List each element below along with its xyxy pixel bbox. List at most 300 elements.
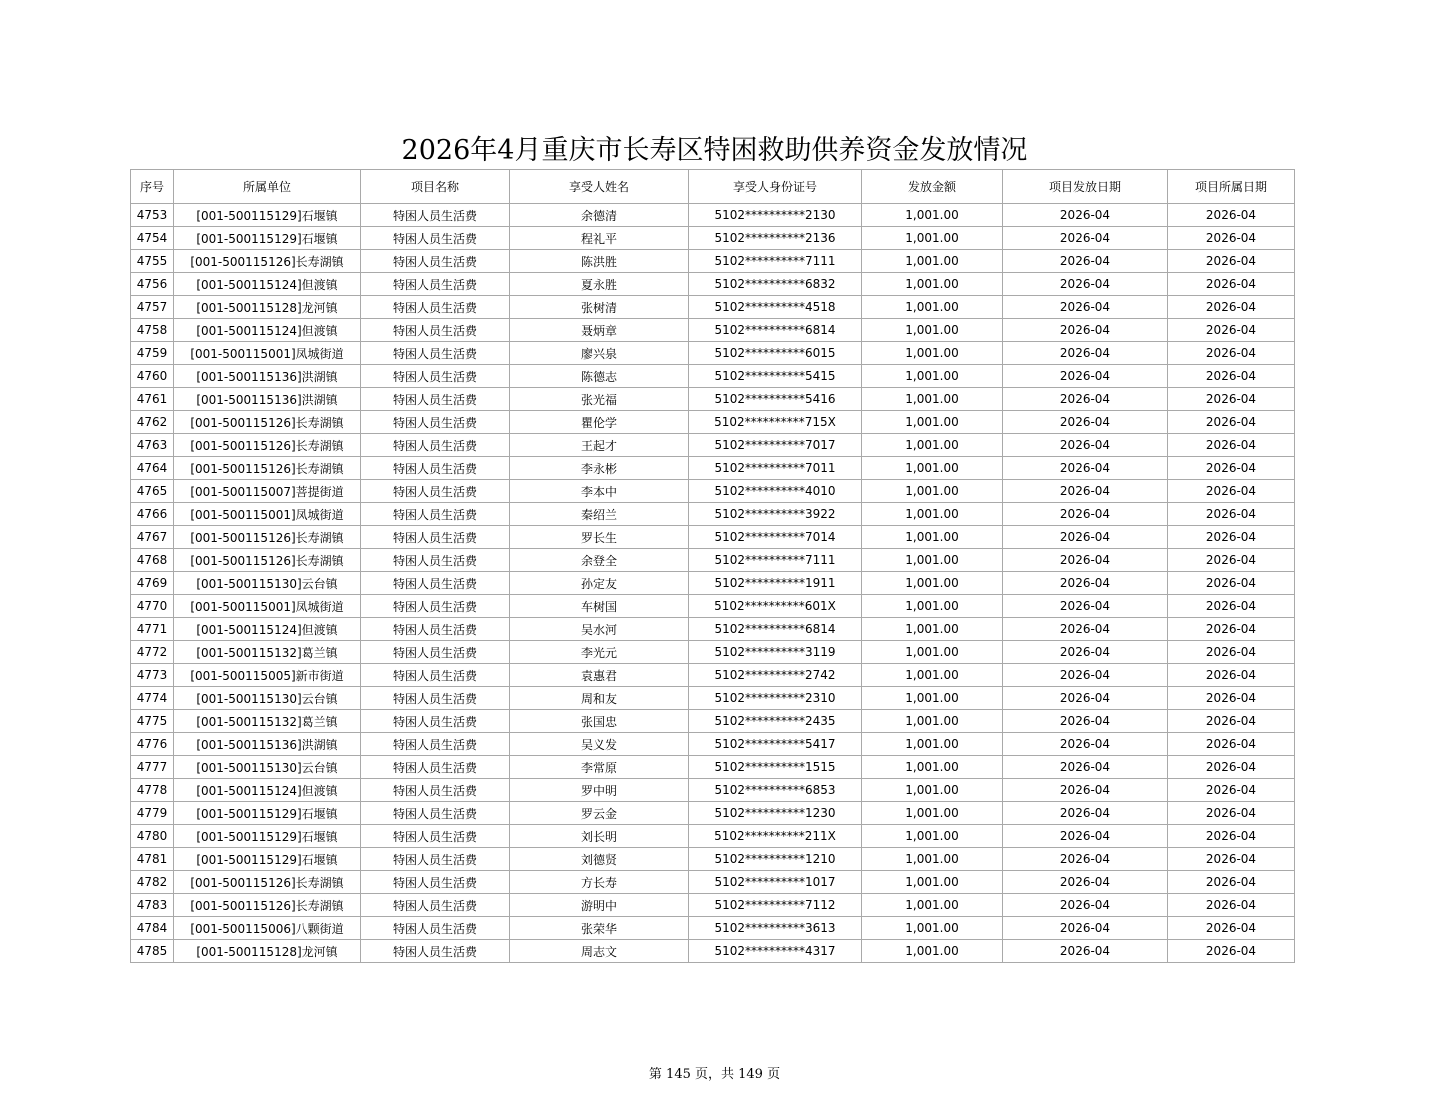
table-cell: 1,001.00 [862, 503, 1003, 526]
table-cell: [001-500115126]长寿湖镇 [174, 526, 361, 549]
table-cell: 5102**********211X [689, 825, 862, 848]
table-cell: 5102**********7017 [689, 434, 862, 457]
table-cell: 2026-04 [1003, 388, 1168, 411]
table-cell: 2026-04 [1003, 204, 1168, 227]
table-cell: 李本中 [510, 480, 689, 503]
table-cell: 特困人员生活费 [361, 825, 510, 848]
table-cell: 5102**********601X [689, 595, 862, 618]
column-header: 序号 [131, 170, 174, 204]
table-cell: 1,001.00 [862, 871, 1003, 894]
table-cell: 4780 [131, 825, 174, 848]
table-cell: 1,001.00 [862, 641, 1003, 664]
table-cell: [001-500115136]洪湖镇 [174, 733, 361, 756]
table-cell: 4764 [131, 457, 174, 480]
table-cell: 1,001.00 [862, 388, 1003, 411]
table-cell: 秦绍兰 [510, 503, 689, 526]
table-cell: 2026-04 [1168, 618, 1295, 641]
table-cell: 吴义发 [510, 733, 689, 756]
table-cell: 1,001.00 [862, 273, 1003, 296]
table-row [131, 296, 1295, 319]
table-cell: 刘德贤 [510, 848, 689, 871]
table-cell: [001-500115130]云台镇 [174, 687, 361, 710]
table-cell: 2026-04 [1168, 687, 1295, 710]
table-cell: 4785 [131, 940, 174, 963]
table-cell: 2026-04 [1168, 848, 1295, 871]
table-cell: [001-500115124]但渡镇 [174, 319, 361, 342]
table-cell: 张光福 [510, 388, 689, 411]
table-cell: 2026-04 [1168, 526, 1295, 549]
table-cell: 2026-04 [1168, 503, 1295, 526]
table-cell: 1,001.00 [862, 227, 1003, 250]
table-cell: 2026-04 [1003, 503, 1168, 526]
table-cell: 2026-04 [1168, 917, 1295, 940]
table-cell: [001-500115130]云台镇 [174, 756, 361, 779]
table-cell: 5102**********6015 [689, 342, 862, 365]
table-cell: 2026-04 [1168, 204, 1295, 227]
table-row [131, 595, 1295, 618]
table-cell: 1,001.00 [862, 733, 1003, 756]
table-row [131, 503, 1295, 526]
table-cell: 2026-04 [1003, 526, 1168, 549]
table-cell: 2026-04 [1003, 733, 1168, 756]
table-cell: [001-500115124]但渡镇 [174, 273, 361, 296]
payment-table [130, 169, 1295, 963]
table-row [131, 526, 1295, 549]
table-cell: 2026-04 [1168, 894, 1295, 917]
table-cell: 4783 [131, 894, 174, 917]
table-cell: [001-500115129]石堰镇 [174, 802, 361, 825]
table-cell: 李常原 [510, 756, 689, 779]
table-cell: 5102**********2310 [689, 687, 862, 710]
table-cell: 4778 [131, 779, 174, 802]
table-row [131, 664, 1295, 687]
table-cell: 特困人员生活费 [361, 365, 510, 388]
table-cell: 2026-04 [1003, 894, 1168, 917]
table-row [131, 871, 1295, 894]
table-cell: [001-500115126]长寿湖镇 [174, 871, 361, 894]
table-cell: 特困人员生活费 [361, 779, 510, 802]
table-cell: 4771 [131, 618, 174, 641]
table-cell: 特困人员生活费 [361, 227, 510, 250]
table-cell: 2026-04 [1168, 825, 1295, 848]
table-cell: 4772 [131, 641, 174, 664]
table-row [131, 641, 1295, 664]
table-cell: 特困人员生活费 [361, 296, 510, 319]
table-cell: [001-500115128]龙河镇 [174, 940, 361, 963]
document-title: 2026年4月重庆市长寿区特困救助供养资金发放情况 [401, 135, 1028, 166]
table-cell: [001-500115128]龙河镇 [174, 296, 361, 319]
table-cell: 2026-04 [1168, 779, 1295, 802]
table-cell: 5102**********1210 [689, 848, 862, 871]
table-cell: 5102**********4518 [689, 296, 862, 319]
table-cell: [001-500115005]新市街道 [174, 664, 361, 687]
table-cell: [001-500115124]但渡镇 [174, 618, 361, 641]
column-header: 项目发放日期 [1003, 170, 1168, 204]
table-row [131, 618, 1295, 641]
table-cell: [001-500115126]长寿湖镇 [174, 894, 361, 917]
table-cell: 特困人员生活费 [361, 940, 510, 963]
table-cell: 2026-04 [1168, 871, 1295, 894]
table-cell: 5102**********715X [689, 411, 862, 434]
table-row [131, 848, 1295, 871]
table-cell: 特困人员生活费 [361, 549, 510, 572]
table-cell: 1,001.00 [862, 618, 1003, 641]
table-cell: 特困人员生活费 [361, 802, 510, 825]
table-cell: 4770 [131, 595, 174, 618]
table-cell: 2026-04 [1168, 319, 1295, 342]
table-cell: 5102**********7111 [689, 250, 862, 273]
table-cell: 2026-04 [1168, 756, 1295, 779]
table-body [131, 204, 1295, 963]
table-cell: 5102**********1230 [689, 802, 862, 825]
table-cell: 1,001.00 [862, 710, 1003, 733]
table-cell: 2026-04 [1003, 572, 1168, 595]
table-cell: 4753 [131, 204, 174, 227]
table-cell: 特困人员生活费 [361, 273, 510, 296]
table-cell: 2026-04 [1003, 342, 1168, 365]
table-cell: 张树清 [510, 296, 689, 319]
table-cell: 张国忠 [510, 710, 689, 733]
table-cell: 1,001.00 [862, 434, 1003, 457]
table-cell: 刘长明 [510, 825, 689, 848]
table-cell: 5102**********6832 [689, 273, 862, 296]
table-cell: 1,001.00 [862, 825, 1003, 848]
table-cell: [001-500115136]洪湖镇 [174, 365, 361, 388]
table-cell: 4779 [131, 802, 174, 825]
table-cell: 2026-04 [1168, 940, 1295, 963]
table-cell: 夏永胜 [510, 273, 689, 296]
table-cell: 李光元 [510, 641, 689, 664]
table-cell: 5102**********2136 [689, 227, 862, 250]
table-cell: 特困人员生活费 [361, 756, 510, 779]
table-row [131, 457, 1295, 480]
table-cell: 1,001.00 [862, 572, 1003, 595]
table-row [131, 894, 1295, 917]
table-cell: 陈德志 [510, 365, 689, 388]
table-cell: 特困人员生活费 [361, 250, 510, 273]
table-cell: 4756 [131, 273, 174, 296]
table-cell: 4774 [131, 687, 174, 710]
table-cell: 特困人员生活费 [361, 457, 510, 480]
table-cell: 1,001.00 [862, 756, 1003, 779]
table-row [131, 227, 1295, 250]
table-cell: 5102**********4317 [689, 940, 862, 963]
table-cell: 2026-04 [1168, 595, 1295, 618]
table-cell: 4761 [131, 388, 174, 411]
table-cell: 1,001.00 [862, 940, 1003, 963]
table-cell: 2026-04 [1003, 710, 1168, 733]
table-cell: 2026-04 [1003, 319, 1168, 342]
table-cell: 5102**********5415 [689, 365, 862, 388]
table-cell: 特困人员生活费 [361, 342, 510, 365]
table-cell: 4776 [131, 733, 174, 756]
column-header: 项目名称 [361, 170, 510, 204]
table-cell: 5102**********3119 [689, 641, 862, 664]
table-cell: 4757 [131, 296, 174, 319]
table-row [131, 250, 1295, 273]
table-cell: 1,001.00 [862, 480, 1003, 503]
table-cell: 特困人员生活费 [361, 618, 510, 641]
table-cell: 王起才 [510, 434, 689, 457]
table-cell: 2026-04 [1168, 457, 1295, 480]
table-cell: 2026-04 [1168, 273, 1295, 296]
table-row [131, 710, 1295, 733]
table-row [131, 687, 1295, 710]
table-cell: 5102**********2435 [689, 710, 862, 733]
table-cell: 特困人员生活费 [361, 595, 510, 618]
table-cell: 特困人员生活费 [361, 434, 510, 457]
table-cell: 4759 [131, 342, 174, 365]
table-cell: 2026-04 [1003, 273, 1168, 296]
table-row [131, 342, 1295, 365]
table-cell: 1,001.00 [862, 342, 1003, 365]
table-row [131, 388, 1295, 411]
table-cell: 1,001.00 [862, 894, 1003, 917]
table-cell: 4775 [131, 710, 174, 733]
table-cell: 5102**********2130 [689, 204, 862, 227]
table-cell: 特困人员生活费 [361, 710, 510, 733]
table-cell: 特困人员生活费 [361, 687, 510, 710]
table-cell: [001-500115001]凤城街道 [174, 595, 361, 618]
table-cell: 1,001.00 [862, 802, 1003, 825]
table-cell: 2026-04 [1003, 296, 1168, 319]
table-cell: 2026-04 [1003, 779, 1168, 802]
table-cell: 罗长生 [510, 526, 689, 549]
table-cell: 1,001.00 [862, 779, 1003, 802]
table-cell: 游明中 [510, 894, 689, 917]
table-cell: 4755 [131, 250, 174, 273]
table-cell: [001-500115001]凤城街道 [174, 342, 361, 365]
table-cell: 2026-04 [1003, 618, 1168, 641]
table-cell: [001-500115129]石堰镇 [174, 227, 361, 250]
table-cell: 4758 [131, 319, 174, 342]
table-cell: 5102**********6814 [689, 618, 862, 641]
table-cell: [001-500115130]云台镇 [174, 572, 361, 595]
table-cell: [001-500115124]但渡镇 [174, 779, 361, 802]
table-row [131, 480, 1295, 503]
table-cell: 袁惠君 [510, 664, 689, 687]
table-cell: 车树国 [510, 595, 689, 618]
table-cell: 4777 [131, 756, 174, 779]
table-row [131, 273, 1295, 296]
table-cell: 5102**********7111 [689, 549, 862, 572]
table-cell: 4781 [131, 848, 174, 871]
table-cell: 4782 [131, 871, 174, 894]
table-cell: 2026-04 [1003, 825, 1168, 848]
table-cell: 4768 [131, 549, 174, 572]
table-cell: 2026-04 [1168, 365, 1295, 388]
table-header-row [131, 170, 1295, 204]
table-cell: 2026-04 [1003, 641, 1168, 664]
table-cell: 吴水河 [510, 618, 689, 641]
table-cell: 特困人员生活费 [361, 503, 510, 526]
table-cell: 5102**********3922 [689, 503, 862, 526]
table-cell: 周志文 [510, 940, 689, 963]
table-cell: [001-500115129]石堰镇 [174, 204, 361, 227]
table-cell: [001-500115006]八颗街道 [174, 917, 361, 940]
column-header: 所属单位 [174, 170, 361, 204]
table-cell: [001-500115136]洪湖镇 [174, 388, 361, 411]
table-cell: 1,001.00 [862, 549, 1003, 572]
table-cell: 2026-04 [1003, 549, 1168, 572]
table-cell: 2026-04 [1168, 411, 1295, 434]
table-cell: 5102**********5416 [689, 388, 862, 411]
table-cell: [001-500115132]葛兰镇 [174, 710, 361, 733]
table-cell: [001-500115001]凤城街道 [174, 503, 361, 526]
table-cell: 5102**********4010 [689, 480, 862, 503]
table-cell: 2026-04 [1003, 802, 1168, 825]
table-cell: 罗云金 [510, 802, 689, 825]
table-cell: 陈洪胜 [510, 250, 689, 273]
table-cell: 5102**********7014 [689, 526, 862, 549]
table-row [131, 917, 1295, 940]
table-cell: 4760 [131, 365, 174, 388]
table-cell: [001-500115126]长寿湖镇 [174, 411, 361, 434]
table-cell: 4769 [131, 572, 174, 595]
column-header: 项目所属日期 [1168, 170, 1295, 204]
table-cell: 1,001.00 [862, 595, 1003, 618]
table-cell: 特困人员生活费 [361, 894, 510, 917]
table-cell: [001-500115129]石堰镇 [174, 848, 361, 871]
table-cell: 程礼平 [510, 227, 689, 250]
table-row [131, 549, 1295, 572]
table-cell: 1,001.00 [862, 319, 1003, 342]
table-cell: 特困人员生活费 [361, 917, 510, 940]
table-cell: [001-500115126]长寿湖镇 [174, 457, 361, 480]
column-header: 发放金额 [862, 170, 1003, 204]
table-cell: 特困人员生活费 [361, 388, 510, 411]
table-cell: 5102**********2742 [689, 664, 862, 687]
table-cell: 2026-04 [1168, 434, 1295, 457]
table-cell: 5102**********3613 [689, 917, 862, 940]
table-cell: 4766 [131, 503, 174, 526]
table-cell: 特困人员生活费 [361, 319, 510, 342]
table-cell: 特困人员生活费 [361, 572, 510, 595]
table-cell: 2026-04 [1003, 411, 1168, 434]
table-cell: 1,001.00 [862, 848, 1003, 871]
table-cell: 2026-04 [1168, 227, 1295, 250]
table-cell: 特困人员生活费 [361, 526, 510, 549]
table-cell: 2026-04 [1168, 641, 1295, 664]
table-cell: 2026-04 [1003, 434, 1168, 457]
table-cell: [001-500115126]长寿湖镇 [174, 434, 361, 457]
column-header: 享受人姓名 [510, 170, 689, 204]
table-cell: [001-500115007]菩提街道 [174, 480, 361, 503]
table-row [131, 779, 1295, 802]
table-cell: 方长寿 [510, 871, 689, 894]
table-cell: 2026-04 [1168, 802, 1295, 825]
table-cell: 2026-04 [1168, 572, 1295, 595]
table-cell: 4762 [131, 411, 174, 434]
table-cell: 1,001.00 [862, 526, 1003, 549]
table-cell: 2026-04 [1168, 710, 1295, 733]
table-cell: 2026-04 [1003, 848, 1168, 871]
table-cell: 5102**********6814 [689, 319, 862, 342]
table-cell: 聂炳章 [510, 319, 689, 342]
table-cell: 廖兴泉 [510, 342, 689, 365]
table-cell: 4767 [131, 526, 174, 549]
table-cell: 孙定友 [510, 572, 689, 595]
table-cell: 2026-04 [1003, 687, 1168, 710]
table-cell: 2026-04 [1003, 457, 1168, 480]
table-row [131, 802, 1295, 825]
table-cell: 2026-04 [1003, 871, 1168, 894]
table-cell: 1,001.00 [862, 917, 1003, 940]
table-cell: 1,001.00 [862, 296, 1003, 319]
table-cell: 余登全 [510, 549, 689, 572]
table-cell: 2026-04 [1003, 227, 1168, 250]
table-cell: 2026-04 [1168, 296, 1295, 319]
table-cell: 5102**********1515 [689, 756, 862, 779]
column-header: 享受人身份证号 [689, 170, 862, 204]
table-cell: 2026-04 [1003, 664, 1168, 687]
page-footer: 第 145 页，共 149 页 [648, 1067, 781, 1082]
table-cell: 5102**********7112 [689, 894, 862, 917]
table-cell: 特困人员生活费 [361, 641, 510, 664]
table-cell: 4773 [131, 664, 174, 687]
table-cell: [001-500115129]石堰镇 [174, 825, 361, 848]
table-cell: 特困人员生活费 [361, 204, 510, 227]
table-cell: 张荣华 [510, 917, 689, 940]
table-cell: 瞿伦学 [510, 411, 689, 434]
table-cell: 周和友 [510, 687, 689, 710]
table-cell: 1,001.00 [862, 250, 1003, 273]
table-cell: 1,001.00 [862, 204, 1003, 227]
table-cell: 4765 [131, 480, 174, 503]
table-cell: 余德清 [510, 204, 689, 227]
table-cell: 5102**********5417 [689, 733, 862, 756]
table-cell: 罗中明 [510, 779, 689, 802]
table-row [131, 940, 1295, 963]
table-cell: 1,001.00 [862, 365, 1003, 388]
table-cell: 特困人员生活费 [361, 664, 510, 687]
table-cell: 特困人员生活费 [361, 733, 510, 756]
table-row [131, 319, 1295, 342]
table-row [131, 825, 1295, 848]
table-row [131, 733, 1295, 756]
table-cell: 1,001.00 [862, 664, 1003, 687]
table-cell: 2026-04 [1003, 480, 1168, 503]
table-cell: 2026-04 [1003, 250, 1168, 273]
table-cell: 2026-04 [1003, 365, 1168, 388]
table-cell: 5102**********1911 [689, 572, 862, 595]
table-cell: 4754 [131, 227, 174, 250]
table-cell: [001-500115126]长寿湖镇 [174, 549, 361, 572]
table-row [131, 756, 1295, 779]
table-cell: 1,001.00 [862, 687, 1003, 710]
table-cell: 4763 [131, 434, 174, 457]
table-cell: 2026-04 [1168, 388, 1295, 411]
table-cell: 李永彬 [510, 457, 689, 480]
table-cell: 特困人员生活费 [361, 848, 510, 871]
table-cell: 2026-04 [1168, 250, 1295, 273]
table-cell: 5102**********6853 [689, 779, 862, 802]
table-cell: 2026-04 [1003, 756, 1168, 779]
table-cell: 1,001.00 [862, 411, 1003, 434]
table-row [131, 204, 1295, 227]
table-row [131, 434, 1295, 457]
table-cell: 特困人员生活费 [361, 480, 510, 503]
table-row [131, 365, 1295, 388]
table-cell: [001-500115126]长寿湖镇 [174, 250, 361, 273]
table-cell: 4784 [131, 917, 174, 940]
table-row [131, 572, 1295, 595]
table-cell: 2026-04 [1168, 664, 1295, 687]
table-row [131, 411, 1295, 434]
table-cell: [001-500115132]葛兰镇 [174, 641, 361, 664]
table-cell: 5102**********1017 [689, 871, 862, 894]
table-cell: 2026-04 [1003, 595, 1168, 618]
